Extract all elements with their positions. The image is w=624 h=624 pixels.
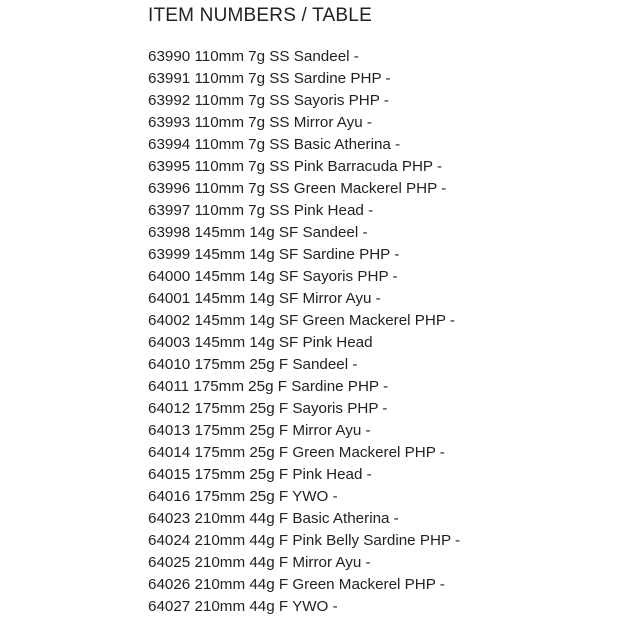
list-item: 64014 175mm 25g F Green Mackerel PHP - bbox=[148, 444, 445, 461]
list-item: 64024 210mm 44g F Pink Belly Sardine PHP - bbox=[148, 532, 461, 549]
list-item: 64016 175mm 25g F YWO - bbox=[148, 488, 338, 505]
list-item: 64001 145mm 14g SF Mirror Ayu - bbox=[148, 290, 381, 307]
list-item: 64002 145mm 14g SF Green Mackerel PHP - bbox=[148, 312, 455, 329]
list-item: 64000 145mm 14g SF Sayoris PHP - bbox=[148, 268, 398, 285]
list-item: 63990 110mm 7g SS Sandeel - bbox=[148, 48, 359, 65]
list-item: 64013 175mm 25g F Mirror Ayu - bbox=[148, 422, 371, 439]
list-item: 64011 175mm 25g F Sardine PHP - bbox=[148, 378, 389, 395]
list-item: 63995 110mm 7g SS Pink Barracuda PHP - bbox=[148, 158, 443, 175]
list-item: 64026 210mm 44g F Green Mackerel PHP - bbox=[148, 576, 445, 593]
list-item: 63999 145mm 14g SF Sardine PHP - bbox=[148, 246, 400, 263]
list-item: 64015 175mm 25g F Pink Head - bbox=[148, 466, 372, 483]
list-item: 64025 210mm 44g F Mirror Ayu - bbox=[148, 554, 371, 571]
list-item: 64027 210mm 44g F YWO - bbox=[148, 598, 338, 615]
page-title: ITEM NUMBERS / TABLE bbox=[148, 5, 372, 26]
item-list bbox=[148, 46, 460, 618]
list-item: 63991 110mm 7g SS Sardine PHP - bbox=[148, 70, 391, 87]
list-item: 63998 145mm 14g SF Sandeel - bbox=[148, 224, 368, 241]
list-item: 64003 145mm 14g SF Pink Head bbox=[148, 334, 373, 351]
list-item: 63997 110mm 7g SS Pink Head - bbox=[148, 202, 374, 219]
list-item: 64023 210mm 44g F Basic Atherina - bbox=[148, 510, 399, 527]
list-item: 63996 110mm 7g SS Green Mackerel PHP - bbox=[148, 180, 447, 197]
list-item: 64012 175mm 25g F Sayoris PHP - bbox=[148, 400, 388, 417]
list-item: 63992 110mm 7g SS Sayoris PHP - bbox=[148, 92, 389, 109]
list-item: 63994 110mm 7g SS Basic Atherina - bbox=[148, 136, 401, 153]
list-item: 63993 110mm 7g SS Mirror Ayu - bbox=[148, 114, 372, 131]
list-item: 64010 175mm 25g F Sandeel - bbox=[148, 356, 358, 373]
